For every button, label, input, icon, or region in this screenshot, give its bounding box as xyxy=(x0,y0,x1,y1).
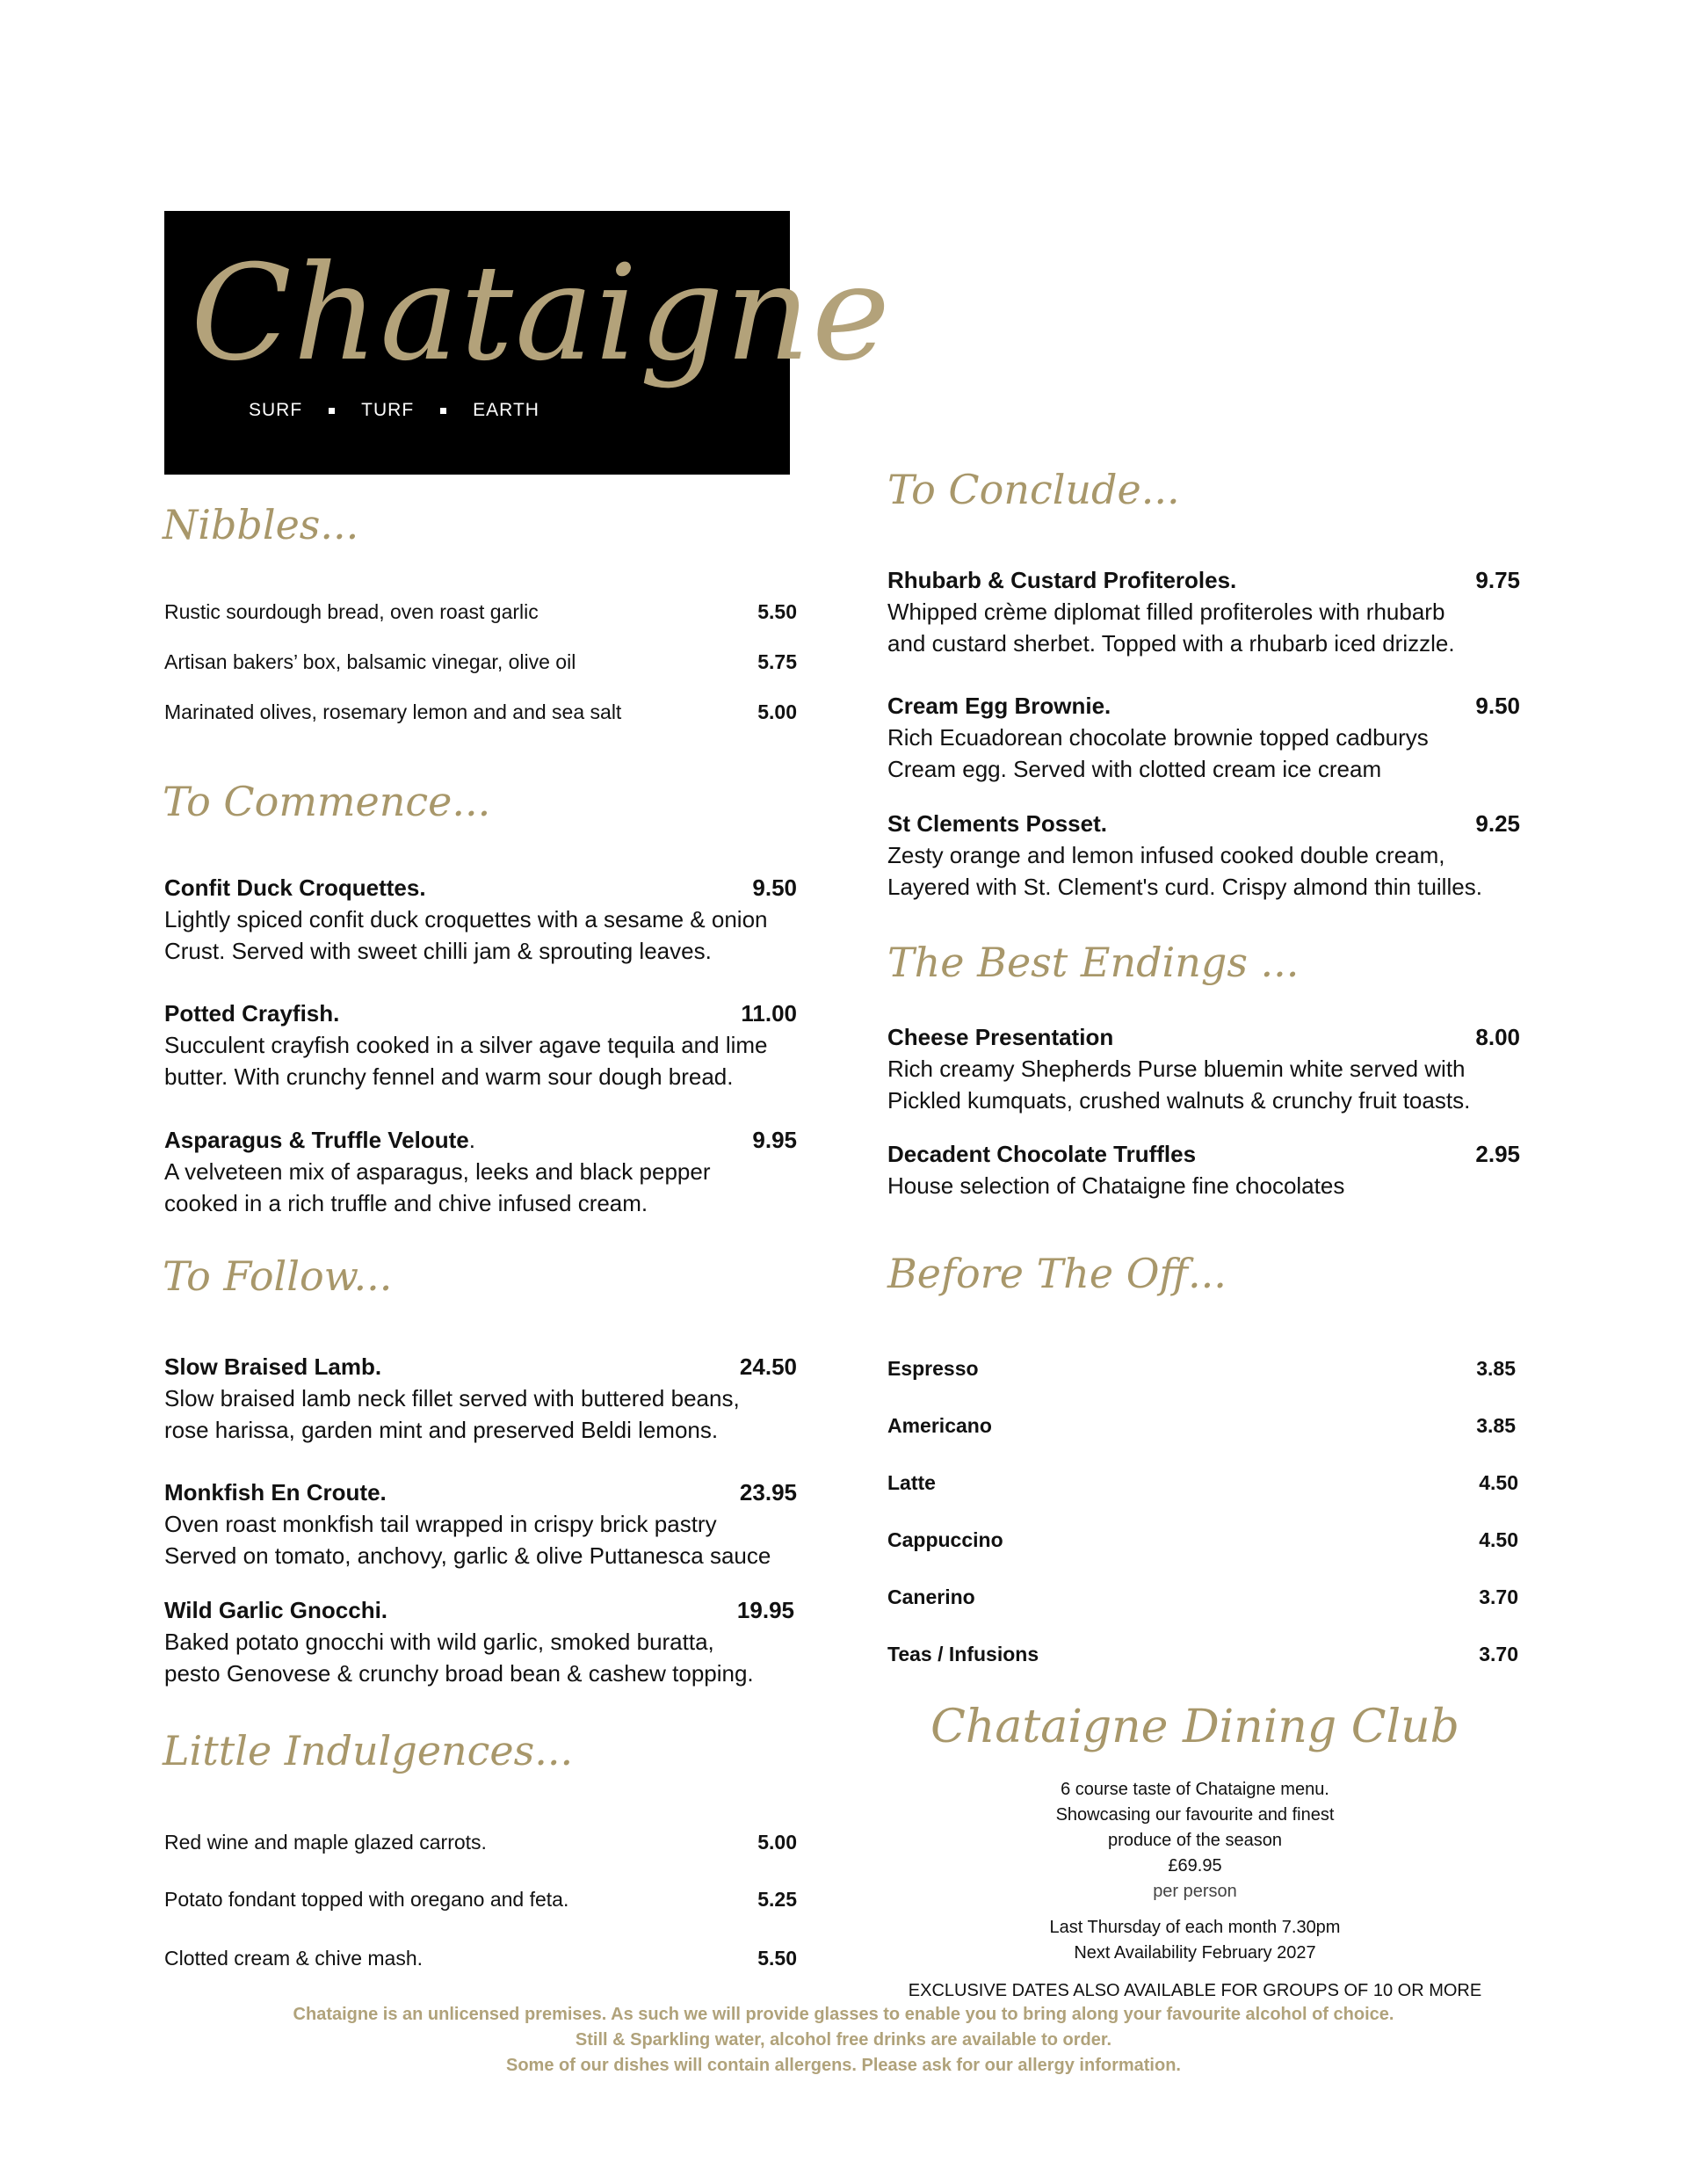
drink-item xyxy=(887,1528,1518,1552)
desc-line: House selection of Chataigne fine chocolates xyxy=(887,1172,1345,1199)
item-price: 5.50 xyxy=(757,600,797,623)
club-date-line: Last Thursday of each month 7.30pm xyxy=(1049,1918,1341,1937)
item-name: Red wine and maple glazed carrots. xyxy=(164,1831,487,1854)
item-description xyxy=(164,1156,797,1219)
menu-item xyxy=(887,1141,1520,1201)
desc-line: A velveteen mix of asparagus, leeks and black pepper xyxy=(164,1158,711,1185)
desc-line: Whipped crème diplomat filled profiteroles with rhubarb xyxy=(887,599,1445,625)
item-name: Artisan bakers’ box, balsamic vinegar, olive oil xyxy=(164,650,576,673)
desc-line: Slow braised lamb neck fillet served with buttered beans, xyxy=(164,1385,740,1411)
footer-notice xyxy=(0,2002,1687,2079)
heading-nibbles: Nibbles... xyxy=(163,501,359,548)
desc-line: Crust. Served with sweet chilli jam & sprouting leaves. xyxy=(164,938,712,964)
desc-line: Rich creamy Shepherds Purse bluemin white served with xyxy=(887,1056,1466,1082)
item-name: Decadent Chocolate Truffles xyxy=(887,1141,1197,1167)
heading-conclude: To Conclude... xyxy=(887,466,1180,513)
club-per-person: per person xyxy=(1153,1882,1237,1901)
desc-line: pesto Genovese & crunchy broad bean & cashew topping. xyxy=(164,1660,754,1687)
footer-line: Some of our dishes will contain allergens. Please ask for our allergy information. xyxy=(506,2056,1181,2075)
item-price: 4.50 xyxy=(1479,1528,1518,1551)
item-price: 5.50 xyxy=(757,1947,797,1970)
menu-item xyxy=(887,567,1520,659)
item-name: Marinated olives, rosemary lemon and and sea salt xyxy=(164,700,622,723)
desc-line: Served on tomato, anchovy, garlic & olive Puttanesca sauce xyxy=(164,1542,771,1569)
tagline-turf: TURF xyxy=(361,400,415,420)
item-name: Cream Egg Brownie. xyxy=(887,693,1111,719)
tagline-dot xyxy=(329,408,335,414)
item-name: Espresso xyxy=(887,1357,979,1380)
item-name: St Clements Posset. xyxy=(887,810,1107,837)
menu-item xyxy=(887,693,1520,785)
club-price: £69.95 xyxy=(1168,1856,1222,1876)
menu-item xyxy=(164,1479,797,1571)
menu-item xyxy=(164,1000,797,1092)
item-name: Teas / Infusions xyxy=(887,1643,1039,1665)
item-name: Potted Crayfish. xyxy=(164,1000,340,1027)
desc-line: rose harissa, garden mint and preserved Beldi lemons. xyxy=(164,1417,719,1443)
item-price: 5.75 xyxy=(757,650,797,673)
desc-line: Succulent crayfish cooked in a silver agave tequila and lime xyxy=(164,1032,768,1058)
item-name: Latte xyxy=(887,1471,936,1494)
item-price: 5.00 xyxy=(757,700,797,723)
item-description xyxy=(164,1029,797,1092)
logo-block xyxy=(164,211,892,475)
item-price: 3.85 xyxy=(1476,1357,1516,1380)
item-price: 9.95 xyxy=(752,1127,797,1153)
item-name: Rhubarb & Custard Profiteroles. xyxy=(887,567,1237,593)
club-exclusive: EXCLUSIVE DATES ALSO AVAILABLE FOR GROUPS OF 10 OR MORE xyxy=(908,1981,1482,2000)
side-item xyxy=(164,1947,797,1970)
heading-indulgences: Little Indulgences... xyxy=(163,1727,574,1774)
item-price: 9.50 xyxy=(1475,693,1520,719)
item-description xyxy=(887,722,1520,785)
item-price: 3.70 xyxy=(1479,1643,1518,1665)
drink-item xyxy=(887,1585,1518,1609)
logo-script: Chataigne xyxy=(191,237,892,390)
item-price: 9.25 xyxy=(1475,810,1520,837)
heading-follow: To Follow... xyxy=(163,1252,393,1300)
drink-item xyxy=(887,1357,1516,1381)
item-name: Asparagus & Truffle Veloute xyxy=(164,1127,469,1153)
item-name: Clotted cream & chive mash. xyxy=(164,1947,424,1970)
club-line: Showcasing our favourite and finest xyxy=(1055,1805,1335,1825)
drink-item xyxy=(887,1414,1516,1438)
item-name: Confit Duck Croquettes. xyxy=(164,874,426,901)
item-price: 3.70 xyxy=(1479,1585,1518,1608)
tagline-surf: SURF xyxy=(249,400,303,420)
item-name: Wild Garlic Gnocchi. xyxy=(164,1597,388,1623)
tagline-earth: EARTH xyxy=(473,400,539,420)
item-price: 9.75 xyxy=(1475,567,1520,593)
menu-item xyxy=(887,1024,1520,1116)
item-name: Rustic sourdough bread, oven roast garlic xyxy=(164,600,539,623)
item-name: Potato fondant topped with oregano and feta. xyxy=(164,1888,569,1911)
desc-line: Layered with St. Clement's curd. Crispy almond thin tuilles. xyxy=(887,874,1482,900)
item-price: 5.00 xyxy=(757,1831,797,1854)
desc-line: cooked in a rich truffle and chive infused cream. xyxy=(164,1190,648,1216)
club-spacer xyxy=(879,1905,1511,1915)
menu-item xyxy=(164,874,797,967)
item-name-suffix: . xyxy=(468,1127,475,1153)
item-name: Slow Braised Lamb. xyxy=(164,1353,382,1380)
menu-item xyxy=(887,810,1520,903)
item-name: Cappuccino xyxy=(887,1528,1003,1551)
item-price: 9.50 xyxy=(752,874,797,901)
item-description xyxy=(164,1508,797,1571)
club-line: 6 course taste of Chataigne menu. xyxy=(1061,1780,1329,1799)
desc-line: and custard sherbet. Topped with a rhubarb iced drizzle. xyxy=(887,630,1455,657)
desc-line: Oven roast monkfish tail wrapped in crispy brick pastry xyxy=(164,1511,717,1537)
heading-endings: The Best Endings ... xyxy=(887,939,1300,986)
item-price: 3.85 xyxy=(1476,1414,1516,1437)
item-price: 23.95 xyxy=(739,1479,797,1506)
item-name-wrap xyxy=(164,1127,797,1154)
item-description xyxy=(887,839,1520,903)
item-description xyxy=(887,596,1520,659)
heading-dining-club: Chataigne Dining Club xyxy=(930,1701,1459,1753)
drink-item xyxy=(887,1471,1518,1495)
logo-tagline xyxy=(249,400,539,421)
item-price: 2.95 xyxy=(1475,1141,1520,1167)
nibble-item xyxy=(164,700,797,724)
club-date-line: Next Availability February 2027 xyxy=(1074,1943,1316,1963)
desc-line: Lightly spiced confit duck croquettes with a sesame & onion xyxy=(164,906,768,932)
item-description xyxy=(887,1053,1520,1116)
side-item xyxy=(164,1888,797,1912)
nibble-item xyxy=(164,650,797,674)
item-price: 5.25 xyxy=(757,1888,797,1911)
desc-line: Pickled kumquats, crushed walnuts & crunchy fruit toasts. xyxy=(887,1087,1471,1114)
club-line: produce of the season xyxy=(1108,1831,1282,1850)
tagline-dot xyxy=(440,408,446,414)
item-description xyxy=(164,903,797,967)
item-name: Monkfish En Croute. xyxy=(164,1479,387,1506)
item-price: 24.50 xyxy=(739,1353,797,1380)
menu-item xyxy=(164,1127,797,1219)
item-name: Americano xyxy=(887,1414,992,1437)
nibble-item xyxy=(164,600,797,624)
item-price: 11.00 xyxy=(741,1000,797,1027)
item-description xyxy=(887,1170,1520,1201)
item-price: 19.95 xyxy=(736,1597,794,1623)
menu-item xyxy=(164,1353,797,1446)
drink-item xyxy=(887,1643,1518,1666)
item-description xyxy=(164,1626,794,1689)
desc-line: Cream egg. Served with clotted cream ice cream xyxy=(887,756,1382,782)
footer-line: Chataigne is an unlicensed premises. As such we will provide glasses to enable you to bring along your favourite alcohol of choice. xyxy=(293,2005,1394,2024)
heading-commence: To Commence... xyxy=(163,778,491,825)
item-price: 4.50 xyxy=(1479,1471,1518,1494)
item-price: 8.00 xyxy=(1475,1024,1520,1050)
item-name: Canerino xyxy=(887,1585,975,1608)
desc-line: butter. With crunchy fennel and warm sour dough bread. xyxy=(164,1063,734,1090)
heading-before: Before The Off... xyxy=(887,1250,1227,1297)
item-name: Cheese Presentation xyxy=(887,1024,1114,1050)
menu-item xyxy=(164,1597,794,1689)
desc-line: Baked potato gnocchi with wild garlic, smoked buratta, xyxy=(164,1629,714,1655)
club-spacer xyxy=(879,1966,1511,1978)
desc-line: Zesty orange and lemon infused cooked double cream, xyxy=(887,842,1445,868)
side-item xyxy=(164,1831,797,1854)
desc-line: Rich Ecuadorean chocolate brownie topped cadburys xyxy=(887,724,1429,751)
footer-line: Still & Sparkling water, alcohol free drinks are available to order. xyxy=(575,2030,1112,2050)
item-description xyxy=(164,1382,797,1446)
club-details xyxy=(879,1777,1511,2004)
